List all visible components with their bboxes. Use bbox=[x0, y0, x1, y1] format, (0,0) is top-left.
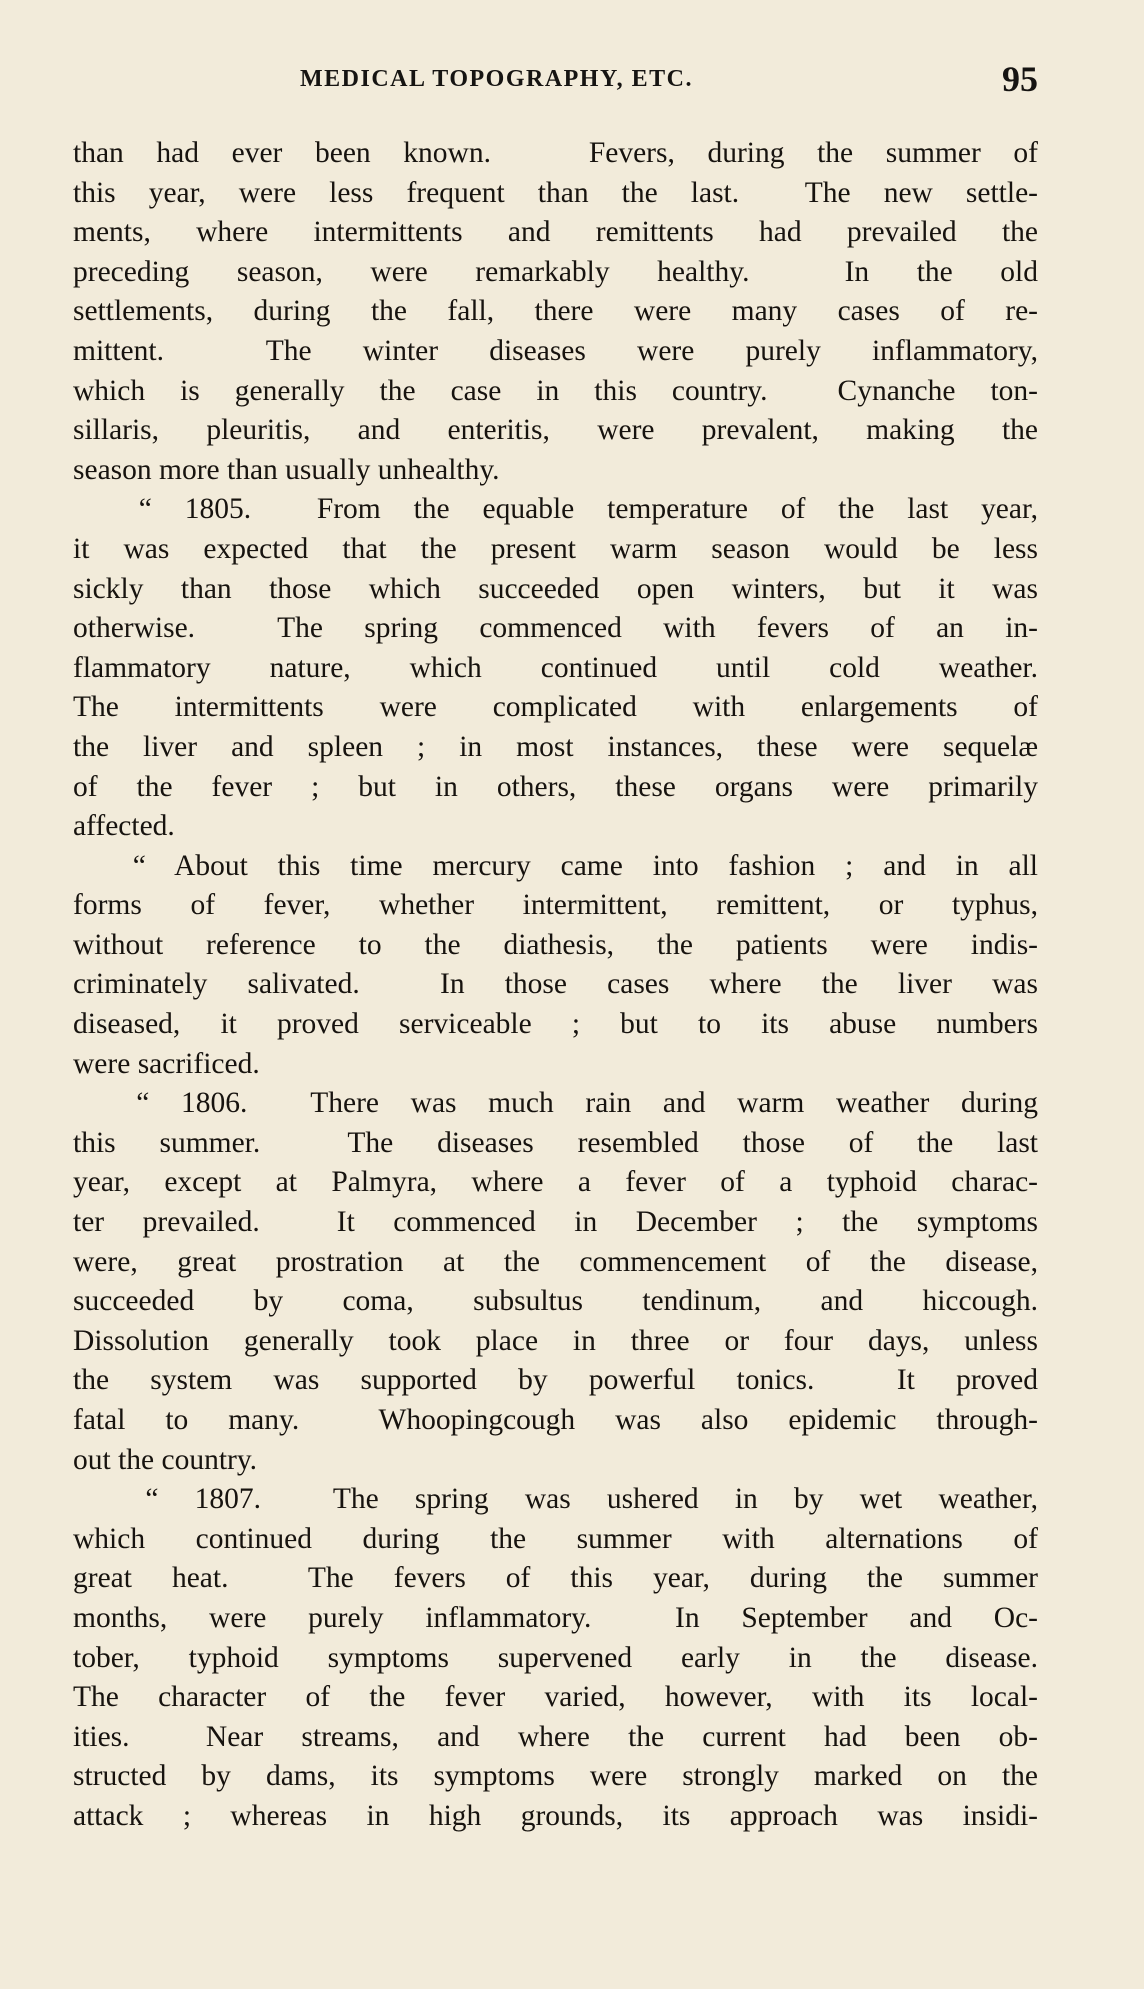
text-line: were sacrificed. bbox=[73, 1047, 260, 1080]
text-line: The character of the fever varied, however, with its local- bbox=[73, 1681, 1038, 1714]
text-line: tober, typhoid symptoms supervened early in the disease. bbox=[73, 1641, 1038, 1674]
text-line: The intermittents were complicated with enlargements of bbox=[73, 691, 1038, 724]
text-line: it was expected that the present warm season would be less bbox=[73, 532, 1038, 565]
text-line: year, except at Palmyra, where a fever of a typhoid charac- bbox=[73, 1166, 1038, 1199]
text-line: of the fever ; but in others, these organs were primarily bbox=[73, 770, 1038, 803]
text-line: ter prevailed. It commenced in December ; the symptoms bbox=[73, 1206, 1038, 1239]
text-line: which is generally the case in this country. Cynanche ton- bbox=[73, 374, 1038, 407]
text-line: forms of fever, whether intermittent, remittent, or typhus, bbox=[73, 889, 1038, 922]
text-line: mittent. The winter diseases were purely inflammatory, bbox=[73, 334, 1038, 367]
text-line: affected. bbox=[73, 810, 175, 843]
text-line: attack ; whereas in high grounds, its approach was insidi- bbox=[73, 1799, 1038, 1832]
text-line: this year, were less frequent than the last. The new settle- bbox=[73, 176, 1038, 209]
text-line: season more than usually unhealthy. bbox=[73, 453, 500, 486]
running-title: MEDICAL TOPOGRAPHY, ETC. bbox=[300, 66, 693, 92]
text-line: ments, where intermittents and remittents had prevailed the bbox=[73, 216, 1038, 249]
text-line: succeeded by coma, subsultus tendinum, and hiccough. bbox=[73, 1285, 1038, 1318]
text-line: diseased, it proved serviceable ; but to its abuse numbers bbox=[73, 1008, 1038, 1041]
text-line: criminately salivated. In those cases where the liver was bbox=[73, 968, 1038, 1001]
text-line: flammatory nature, which continued until cold weather. bbox=[73, 651, 1038, 684]
text-line: settlements, during the fall, there were many cases of re- bbox=[73, 295, 1038, 328]
text-line: great heat. The fevers of this year, during the summer bbox=[73, 1562, 1038, 1595]
running-head bbox=[300, 60, 1060, 104]
text-line: without reference to the diathesis, the patients were indis- bbox=[73, 928, 1038, 961]
text-line: otherwise. The spring commenced with fevers of an in- bbox=[73, 612, 1038, 645]
text-line: “ About this time mercury came into fashion ; and in all bbox=[73, 849, 1038, 882]
text-line: sillaris, pleuritis, and enteritis, were prevalent, making the bbox=[73, 414, 1038, 447]
text-line: were, great prostration at the commencement of the disease, bbox=[73, 1245, 1038, 1278]
text-line: this summer. The diseases resembled those of the last bbox=[73, 1126, 1038, 1159]
text-line: ities. Near streams, and where the current had been ob- bbox=[73, 1720, 1038, 1753]
text-line: which continued during the summer with alternations of bbox=[73, 1522, 1038, 1555]
text-line: fatal to many. Whoopingcough was also epidemic through- bbox=[73, 1404, 1038, 1436]
text-line: “ 1806. There was much rain and warm weather during bbox=[73, 1087, 1038, 1120]
text-line: the liver and spleen ; in most instances, these were sequelæ bbox=[73, 730, 1038, 763]
text-line: Dissolution generally took place in three or four days, unless bbox=[73, 1324, 1038, 1357]
text-line: structed by dams, its symptoms were strongly marked on the bbox=[73, 1760, 1038, 1793]
body-text bbox=[73, 134, 1038, 1837]
text-line: sickly than those which succeeded open winters, but it was bbox=[73, 572, 1038, 605]
text-line: preceding season, were remarkably healthy. In the old bbox=[73, 255, 1038, 288]
text-line: than had ever been known. Fevers, during the summer of bbox=[73, 137, 1038, 169]
text-line: months, were purely inflammatory. In September and Oc- bbox=[73, 1601, 1038, 1634]
text-line: “ 1805. From the equable temperature of the last year, bbox=[73, 493, 1038, 526]
text-line: the system was supported by powerful tonics. It proved bbox=[73, 1364, 1038, 1397]
text-line: out the country. bbox=[73, 1443, 258, 1476]
page-number: 95 bbox=[1002, 59, 1038, 99]
text-line: “ 1807. The spring was ushered in by wet weather, bbox=[73, 1483, 1038, 1516]
